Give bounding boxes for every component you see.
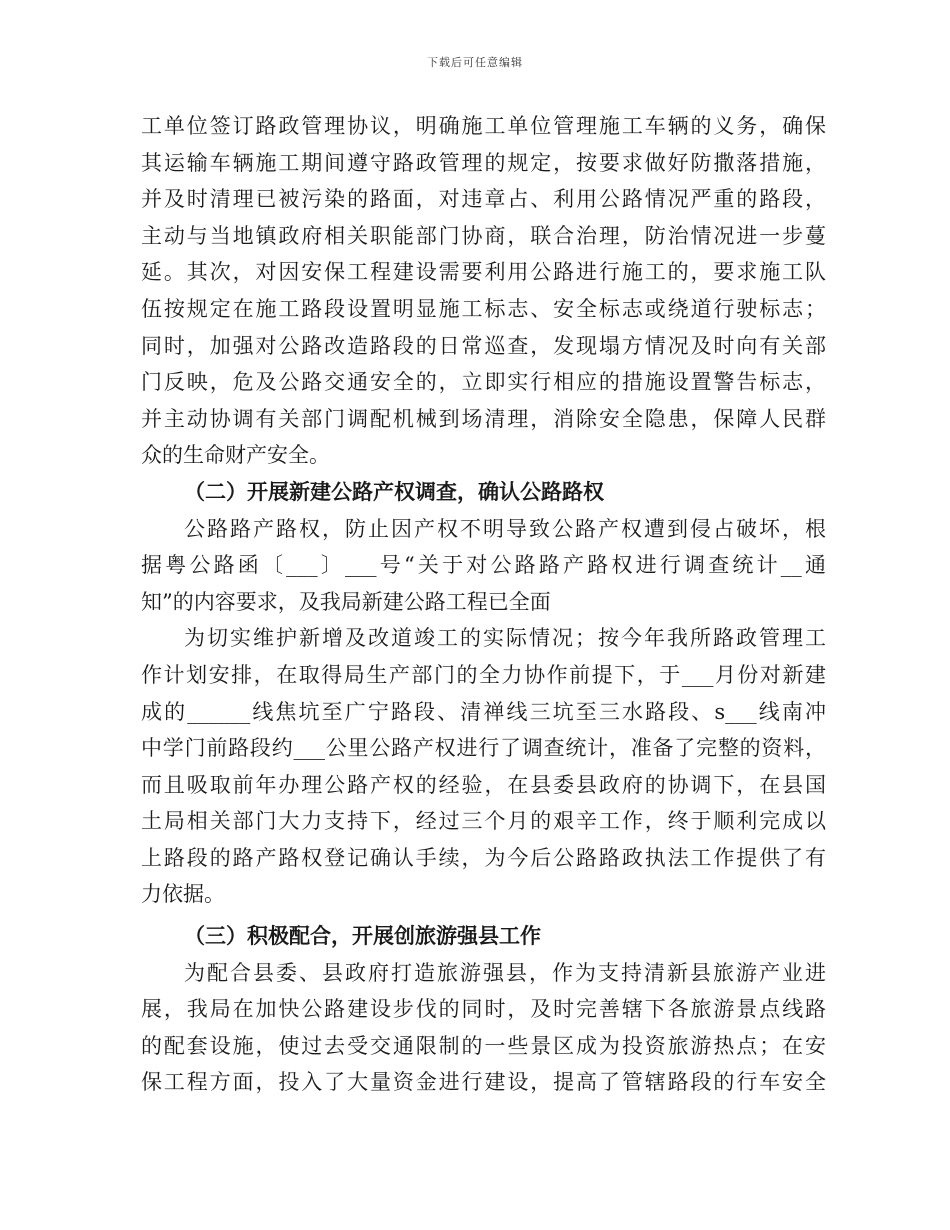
paragraph-line: 为切实维护新增及改道竣工的实际情况；按今年我所路政管理工 [184,626,826,651]
paragraph-line: 主动与当地镇政府相关职能部门协商，联合治理，防治情况进一步蔓 [141,223,826,248]
paragraph-line: 门反映，危及公路交通安全的，立即实行相应的措施设置警告标志， [141,370,826,395]
paragraph-line: 力依据。 [141,882,225,907]
paragraph-line: 工单位签订路政管理协议，明确施工单位管理施工车辆的义务，确保 [141,114,826,138]
paragraph-line: 并及时清理已被污染的路面，对违章占、利用公路情况严重的路段， [141,187,826,212]
paragraph-line: 而且吸取前年办理公路产权的经验，在县委县政府的协调下，在县国 [141,772,826,797]
paragraph-line: 中学门前路段约___公里公路产权进行了调查统计，准备了完整的资料， [141,736,826,761]
paragraph-line: 伍按规定在施工路段设置明显施工标志、安全标志或绕道行驶标志； [141,296,826,321]
paragraph-line: 延。其次，对因安保工程建设需要利用公路进行施工的，要求施工队 [141,260,826,285]
paragraph-line: 为配合县委、县政府打造旅游强县，作为支持清新县旅游产业进 [184,960,826,985]
paragraph-line: 展，我局在加快公路建设步伐的同时，及时完善辖下各旅游景点线路 [141,997,826,1022]
paragraph-line: 作计划安排，在取得局生产部门的全力协作前提下，于___月份对新建 [141,662,826,687]
paragraph-line: 土局相关部门大力支持下，经过三个月的艰辛工作，终于顺利完成以 [141,809,826,834]
paragraph-line: 其运输车辆施工期间遵守路政管理的规定，按要求做好防撒落措施， [141,150,826,175]
paragraph-line: 成的______线焦坑至广宁路段、清禅线三坑至三水路段、s___线南冲 [141,699,826,724]
section-heading: （二）开展新建公路产权调查，确认公路路权 [184,478,604,504]
section-heading: （三）积极配合，开展创旅游强县工作 [184,923,541,949]
paragraph-line: 据粤公路函〔___〕___号“关于对公路路产路权进行调查统计__通 [141,553,826,578]
paragraph-line: 众的生命财产安全。 [141,443,330,468]
paragraph-line: 公路路产路权，防止因产权不明导致公路产权遭到侵占破坏，根 [184,516,826,541]
page-header-note: 下载后可任意编辑 [427,56,523,69]
paragraph-line: 的配套设施，使过去受交通限制的一些景区成为投资旅游热点；在安 [141,1033,826,1058]
document-body [141,108,826,1101]
paragraph-line: 上路段的路产路权登记确认手续，为今后公路路政执法工作提供了有 [141,845,826,870]
paragraph-line: 并主动协调有关部门调配机械到场清理，消除安全隐患，保障人民群 [141,406,826,431]
paragraph-line: 知”的内容要求，及我局新建公路工程已全面 [141,589,551,614]
paragraph-line: 同时，加强对公路改造路段的日常巡查，发现塌方情况及时向有关部 [141,333,826,358]
paragraph-line: 保工程方面，投入了大量资金进行建设，提高了管辖路段的行车安全 [141,1070,826,1095]
